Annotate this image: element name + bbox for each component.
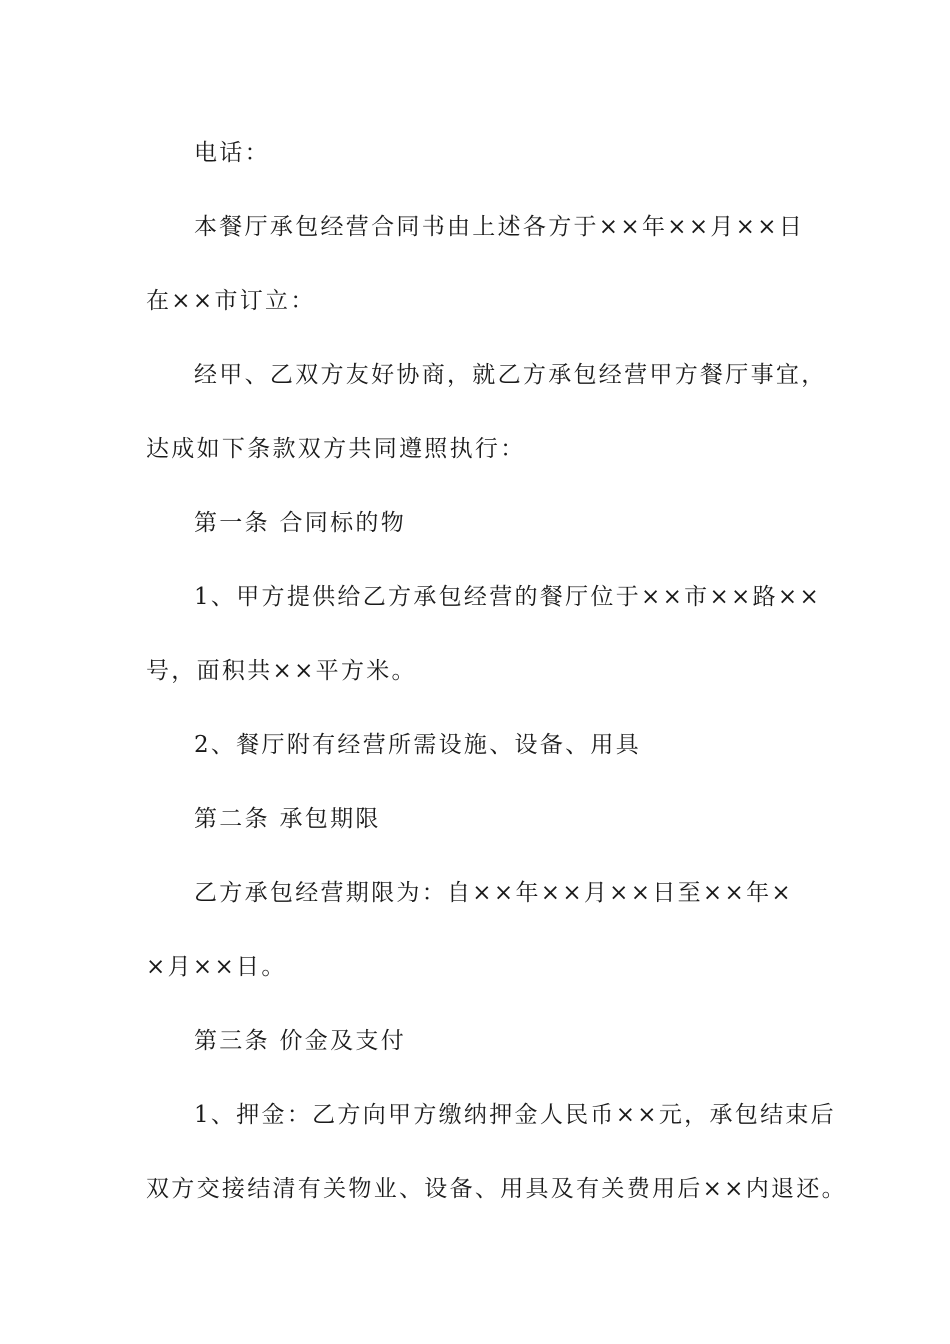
article-1-item-1-line-1: 1、甲方提供给乙方承包经营的餐厅位于××市××路×× [194, 584, 822, 610]
article-2-heading: 第二条 承包期限 [194, 806, 381, 832]
article-3-item-1-line-2: 双方交接结清有关物业、设备、用具及有关费用后××内退还。 [146, 1176, 847, 1202]
paragraph-intro-line-1: 本餐厅承包经营合同书由上述各方于××年××月××日 [194, 214, 805, 240]
paragraph-intro-line-2: 在××市订立： [146, 288, 316, 314]
paragraph-agreement-line-2: 达成如下条款双方共同遵照执行： [146, 436, 526, 462]
paragraph-agreement-line-1: 经甲、乙双方友好协商，就乙方承包经营甲方餐厅事宜， [194, 362, 827, 388]
article-1-item-2: 2、餐厅附有经营所需设施、设备、用具 [194, 732, 642, 758]
article-3-item-1-line-1: 1、押金：乙方向甲方缴纳押金人民币××元，承包结束后 [194, 1102, 836, 1128]
phone-label-line: 电话： [194, 140, 270, 166]
article-1-item-1-line-2: 号，面积共××平方米。 [146, 658, 417, 684]
article-3-heading: 第三条 价金及支付 [194, 1028, 407, 1054]
article-2-term-line-1: 乙方承包经营期限为：自××年××月××日至××年× [194, 880, 793, 906]
document-body [146, 116, 847, 1226]
article-2-term-line-2: ×月××日。 [146, 954, 287, 980]
article-1-heading: 第一条 合同标的物 [194, 510, 407, 536]
